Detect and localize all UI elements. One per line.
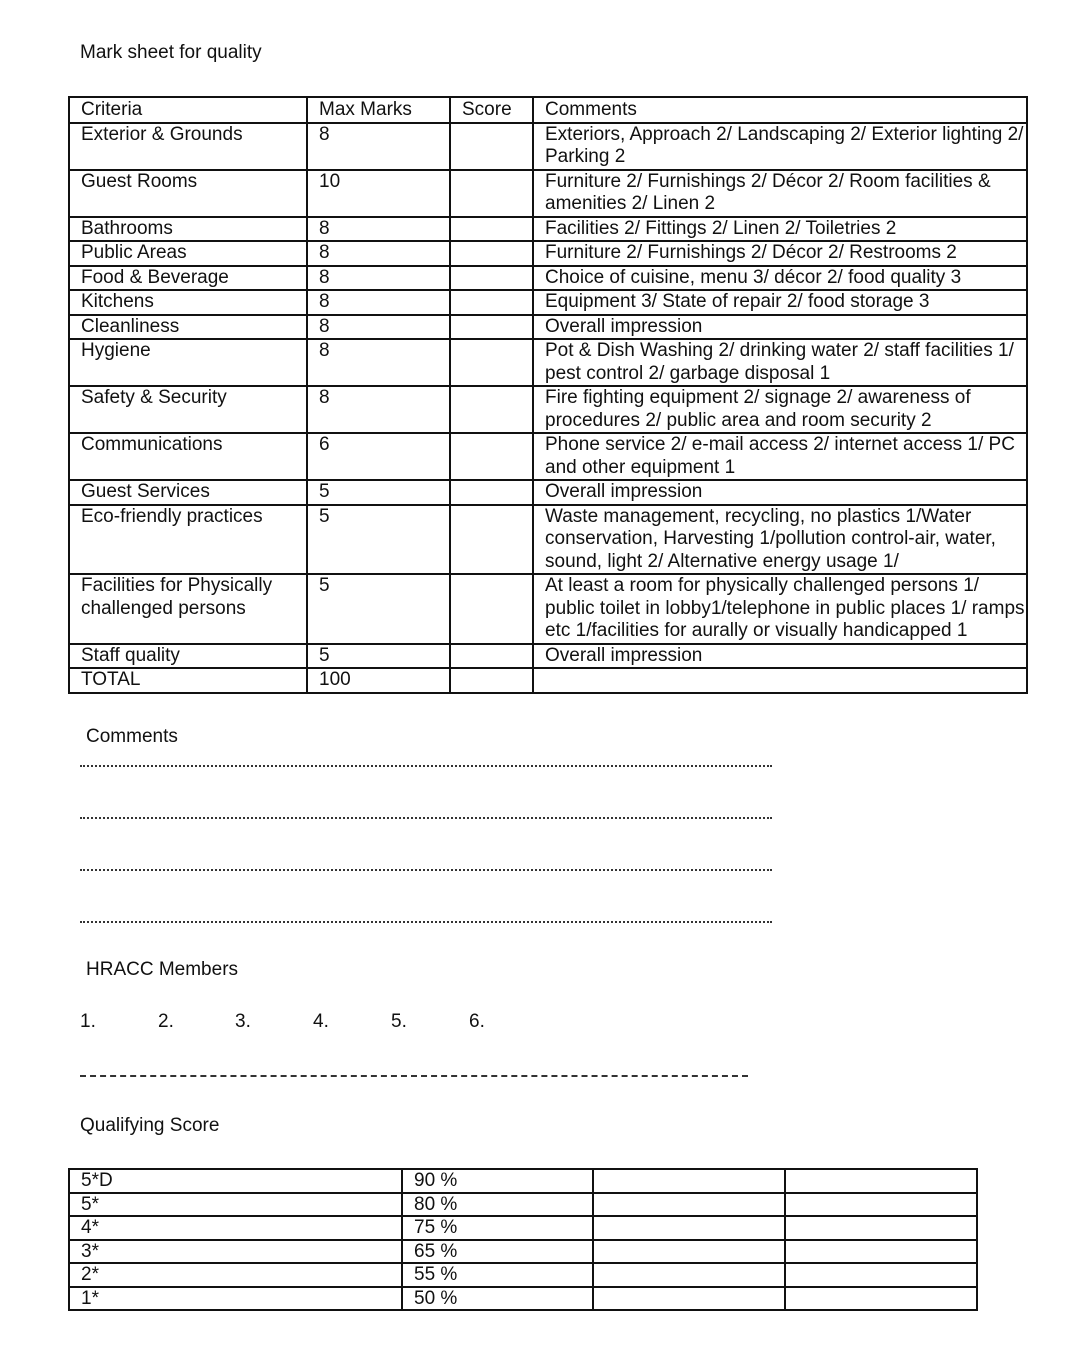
max-marks-cell: 5 [307,574,450,644]
criteria-cell: Guest Services [69,480,307,505]
marks-row [69,505,1027,575]
qualifying-percent-cell: 55 % [402,1263,593,1287]
criteria-cell: Exterior & Grounds [69,123,307,170]
comments-cell: Facilities 2/ Fittings 2/ Linen 2/ Toiletries 2 [533,217,1027,242]
marks-row [69,339,1027,386]
score-cell[interactable] [450,266,533,291]
qualifying-row [69,1287,977,1311]
qualifying-table-body [69,1169,977,1310]
criteria-cell: Communications [69,433,307,480]
marks-row [69,217,1027,242]
comments-cell: Overall impression [533,315,1027,340]
max-marks-cell: 8 [307,339,450,386]
blank-cell[interactable] [785,1193,977,1217]
blank-cell[interactable] [593,1193,785,1217]
comments-cell: Choice of cuisine, menu 3/ décor 2/ food quality 3 [533,266,1027,291]
star-rating-cell: 5* [69,1193,402,1217]
comments-cell: Furniture 2/ Furnishings 2/ Décor 2/ Restrooms 2 [533,241,1027,266]
marks-row [69,241,1027,266]
qualifying-score-table [68,1168,978,1311]
qualifying-row [69,1263,977,1287]
criteria-cell: Staff quality [69,644,307,669]
marks-table-body [69,123,1027,693]
member-number: 2. [158,1011,174,1032]
score-cell[interactable] [450,386,533,433]
score-cell[interactable] [450,241,533,266]
score-cell[interactable] [450,574,533,644]
max-marks-cell: 5 [307,480,450,505]
score-cell[interactable] [450,644,533,669]
marks-row [69,290,1027,315]
qualifying-percent-cell: 90 % [402,1169,593,1193]
marks-row [69,386,1027,433]
star-rating-cell: 4* [69,1216,402,1240]
comments-cell [533,668,1027,693]
comment-line[interactable] [80,817,772,819]
header-score: Score [450,97,533,123]
score-cell[interactable] [450,290,533,315]
max-marks-cell: 8 [307,266,450,291]
score-cell[interactable] [450,433,533,480]
marks-row [69,123,1027,170]
comments-cell: Exteriors, Approach 2/ Landscaping 2/ Exterior lighting 2/ Parking 2 [533,123,1027,170]
marks-row [69,644,1027,669]
blank-cell[interactable] [593,1216,785,1240]
document-title: Mark sheet for quality [80,42,262,63]
blank-cell[interactable] [785,1263,977,1287]
header-criteria: Criteria [69,97,307,123]
qualifying-row [69,1193,977,1217]
comments-label: Comments [86,726,178,747]
criteria-cell: Kitchens [69,290,307,315]
member-number: 5. [391,1011,407,1032]
signature-line[interactable] [80,1075,748,1077]
marks-row [69,315,1027,340]
max-marks-cell: 8 [307,241,450,266]
member-number: 3. [235,1011,251,1032]
max-marks-cell: 10 [307,170,450,217]
criteria-cell: Eco-friendly practices [69,505,307,575]
max-marks-cell: 8 [307,290,450,315]
criteria-cell: Hygiene [69,339,307,386]
criteria-cell: Facilities for Physically challenged persons [69,574,307,644]
member-number: 1. [80,1011,96,1032]
score-cell[interactable] [450,170,533,217]
score-cell[interactable] [450,315,533,340]
marks-row [69,170,1027,217]
header-max-marks: Max Marks [307,97,450,123]
score-cell[interactable] [450,480,533,505]
qualifying-percent-cell: 80 % [402,1193,593,1217]
max-marks-cell: 8 [307,386,450,433]
qualifying-percent-cell: 50 % [402,1287,593,1311]
marks-row [69,668,1027,693]
comments-cell: Furniture 2/ Furnishings 2/ Décor 2/ Room facilities & amenities 2/ Linen 2 [533,170,1027,217]
comment-line[interactable] [80,869,772,871]
qualifying-score-label: Qualifying Score [80,1115,220,1136]
criteria-cell: Bathrooms [69,217,307,242]
members-label: HRACC Members [86,959,239,980]
max-marks-cell: 5 [307,644,450,669]
score-cell[interactable] [450,217,533,242]
marks-row [69,574,1027,644]
header-comments: Comments [533,97,1027,123]
comments-cell: Overall impression [533,644,1027,669]
comments-cell: Fire fighting equipment 2/ signage 2/ awareness of procedures 2/ public area and room security 2 [533,386,1027,433]
blank-cell[interactable] [785,1216,977,1240]
score-cell[interactable] [450,123,533,170]
criteria-cell: Food & Beverage [69,266,307,291]
comment-line[interactable] [80,921,772,923]
max-marks-cell: 6 [307,433,450,480]
qualifying-row [69,1216,977,1240]
star-rating-cell: 2* [69,1263,402,1287]
comment-line[interactable] [80,765,772,767]
score-cell[interactable] [450,505,533,575]
star-rating-cell: 3* [69,1240,402,1264]
criteria-cell: TOTAL [69,668,307,693]
qualifying-row [69,1240,977,1264]
marks-row [69,480,1027,505]
criteria-cell: Public Areas [69,241,307,266]
comments-cell: Pot & Dish Washing 2/ drinking water 2/ staff facilities 1/ pest control 2/ garbage disposal 1 [533,339,1027,386]
marks-header-row [69,97,1027,123]
comments-cell: Equipment 3/ State of repair 2/ food storage 3 [533,290,1027,315]
comments-cell: At least a room for physically challenged persons 1/ public toilet in lobby1/telephone in public places 1/ ramps etc 1/facilities for aurally or visually handicapped 1 [533,574,1027,644]
max-marks-cell: 100 [307,668,450,693]
blank-cell[interactable] [785,1240,977,1264]
star-rating-cell: 1* [69,1287,402,1311]
criteria-cell: Guest Rooms [69,170,307,217]
star-rating-cell: 5*D [69,1169,402,1193]
blank-cell[interactable] [785,1169,977,1193]
score-cell[interactable] [450,668,533,693]
max-marks-cell: 5 [307,505,450,575]
member-number: 4. [313,1011,329,1032]
marks-table [68,96,1028,694]
comments-cell: Phone service 2/ e-mail access 2/ internet access 1/ PC and other equipment 1 [533,433,1027,480]
max-marks-cell: 8 [307,123,450,170]
marks-row [69,433,1027,480]
max-marks-cell: 8 [307,217,450,242]
score-cell[interactable] [450,339,533,386]
qualifying-percent-cell: 65 % [402,1240,593,1264]
blank-cell[interactable] [593,1263,785,1287]
blank-cell[interactable] [593,1287,785,1311]
comments-cell: Overall impression [533,480,1027,505]
member-number: 6. [469,1011,485,1032]
max-marks-cell: 8 [307,315,450,340]
blank-cell[interactable] [785,1287,977,1311]
qualifying-row [69,1169,977,1193]
qualifying-percent-cell: 75 % [402,1216,593,1240]
marks-row [69,266,1027,291]
blank-cell[interactable] [593,1240,785,1264]
comments-cell: Waste management, recycling, no plastics 1/Water conservation, Harvesting 1/pollution control-air, water, sound, light 2/ Alternative energy usage 1/ [533,505,1027,575]
blank-cell[interactable] [593,1169,785,1193]
criteria-cell: Cleanliness [69,315,307,340]
criteria-cell: Safety & Security [69,386,307,433]
